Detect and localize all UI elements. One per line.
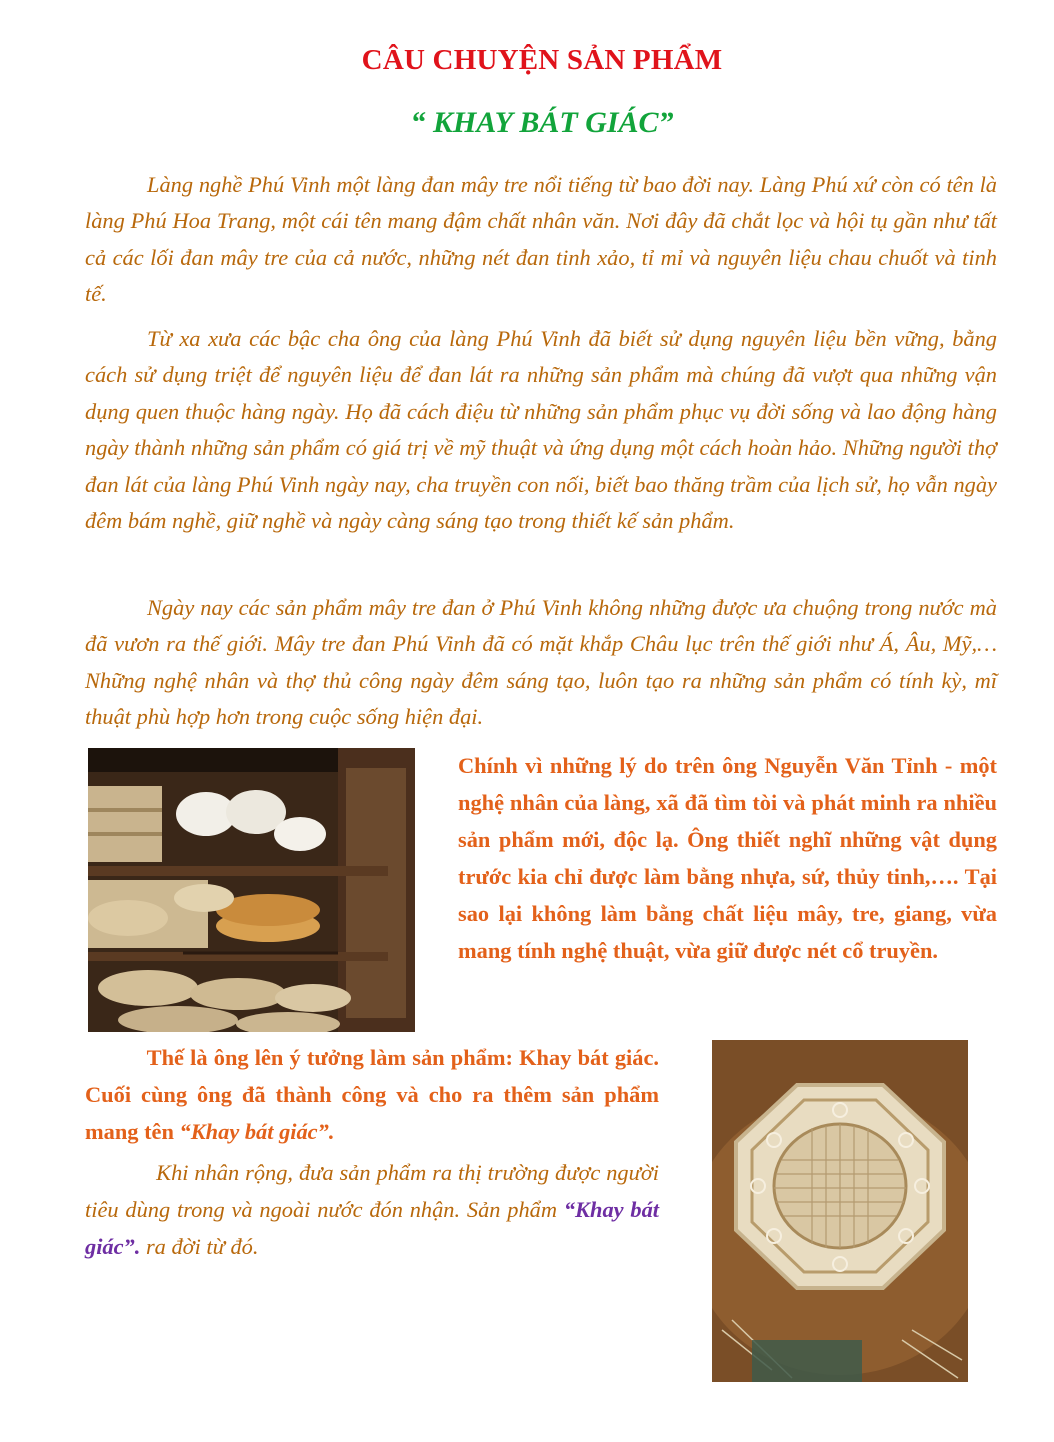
market-text-end: ra đời từ đó. bbox=[140, 1234, 259, 1259]
paragraph-history: Từ xa xưa các bậc cha ông của làng Phú Vinh đã biết sử dụng nguyên liệu bền vững, bằng cách sử dụng triệt để nguyên liệu để đan lát ra những sản phẩm mà chúng đã vượt qua những vận dụng quen thuộc hàng ngày. Họ đã cách điệu từ những sản phẩm phục vụ đời sống và lao động hàng ngày thành những sản phẩm có giá trị về mỹ thuật và ứng dụng một cách hoàn hảo. Những người thợ đan lát của làng Phú Vinh ngày nay, cha truyền con nối, biết bao thăng trầm của lịch sử, họ vẫn ngày đêm bám nghề, giữ nghề và ngày càng sáng tạo trong thiết kế sản phẩm. bbox=[85, 326, 997, 534]
workshop-shelves-photo bbox=[88, 748, 415, 1032]
product-name-highlight: “Khay bát giác”. bbox=[85, 1197, 659, 1259]
paragraph-inventor: Chính vì những lý do trên ông Nguyễn Văn Tỉnh - một nghệ nhân của làng, xã đã tìm tòi và phát minh ra nhiều sản phẩm mới, độc lạ. Ông thiết nghĩ những vật dụng trước kia chỉ được làm bằng nhựa, sứ, thủy tinh,…. Tại sao lại không làm bằng chất liệu mây, tre, giang, vừa mang tính nghệ thuật, vừa giữ được nét cổ truyền. bbox=[458, 753, 997, 963]
workshop-shelves-illustration bbox=[88, 748, 415, 1032]
paragraph-intro: Làng nghề Phú Vinh một làng đan mây tre nổi tiếng từ bao đời nay. Làng Phú xứ còn có tên là làng Phú Hoa Trang, một cái tên mang đậm chất nhân văn. Nơi đây đã chắt lọc và hội tụ gần như tất cả các lối đan mây tre của cả nước, những nét đan tinh xảo, tỉ mỉ và nguyên liệu chau chuốt và tinh tế. bbox=[85, 172, 997, 307]
page-title: CÂU CHUYỆN SẢN PHẨM bbox=[361, 44, 723, 76]
paragraph-present: Ngày nay các sản phẩm mây tre đan ở Phú Vinh không những được ưa chuộng trong nước mà đã vươn ra thế giới. Mây tre đan Phú Vinh đã có mặt khắp Châu lục trên thế giới như Á, Âu, Mỹ,… Những nghệ nhân và thợ thủ công ngày đêm sáng tạo, luôn tạo ra những sản phẩm có tính kỳ, mĩ thuật phù hợp hơn trong cuộc sống hiện đại. bbox=[85, 595, 997, 730]
product-name: “Khay bát giác”. bbox=[179, 1119, 335, 1144]
paragraph-invention bbox=[85, 1039, 659, 1150]
market-text: Khi nhân rộng, đưa sản phẩm ra thị trường được người tiêu dùng trong và ngoài nước đón nhận. Sản phẩm bbox=[85, 1160, 660, 1222]
paragraph-market bbox=[85, 1154, 659, 1265]
invention-text: Thế là ông lên ý tưởng làm sản phẩm: Khay bát giác. Cuối cùng ông đã thành công và cho ra thêm sản phẩm mang tên bbox=[85, 1045, 659, 1144]
octagonal-tray-photo bbox=[712, 1040, 968, 1382]
octagonal-tray-illustration bbox=[712, 1040, 968, 1382]
page-subtitle: “ KHAY BÁT GIÁC” bbox=[410, 106, 674, 139]
